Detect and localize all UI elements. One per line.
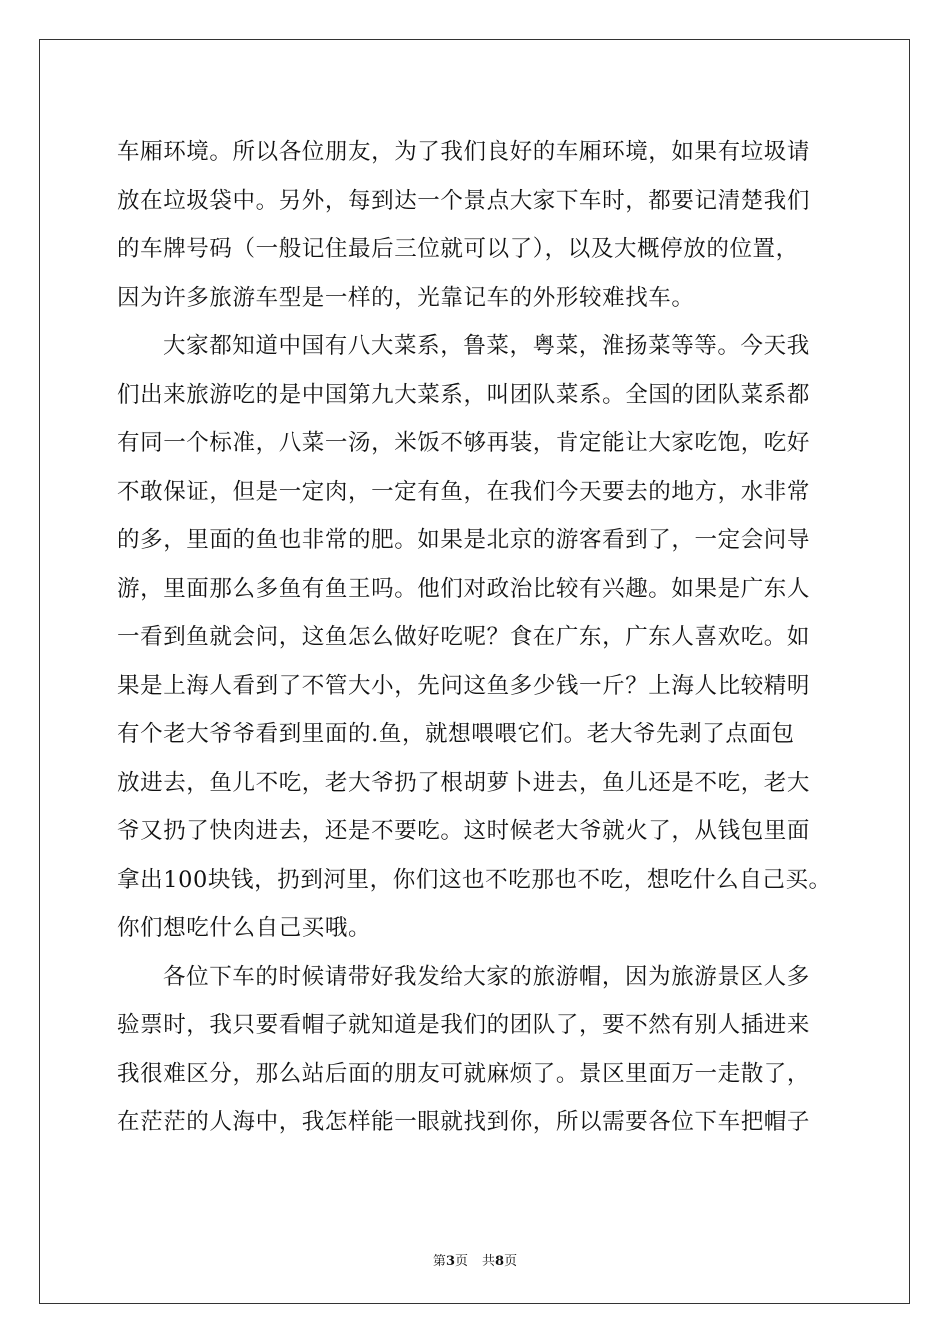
document-body [117, 128, 847, 1147]
text-line: 游，里面那么多鱼有鱼王吗。他们对政治比较有兴趣。如果是广东人 [117, 575, 811, 602]
text-line: 各位下车的时候请带好我发给大家的旅游帽，因为旅游景区人多 [163, 963, 810, 990]
page-prefix: 第 [432, 1254, 446, 1269]
page-footer [0, 1250, 950, 1269]
text-line: 爷又扔了快肉进去，还是不要吃。这时候老大爷就火了，从钱包里面 [117, 818, 811, 844]
total-pages: 8 [495, 1254, 505, 1269]
text-line: 们出来旅游吃的是中国第九大菜系，叫团队菜系。全国的团队菜系都 [117, 381, 811, 408]
text-line: 放在垃圾袋中。另外，每到达一个景点大家下车时，都要记清楚我们 [117, 187, 811, 214]
text-line: 大家都知道中国有八大菜系，鲁菜，粤菜，淮扬菜等等。今天我 [163, 333, 810, 359]
text-line: 不敢保证，但是一定肉，一定有鱼，在我们今天要去的地方，水非常 [117, 478, 811, 505]
total-prefix: 共 [482, 1254, 496, 1269]
text-line: 果是上海人看到了不管大小，先问这鱼多少钱一斤？上海人比较精明 [117, 672, 811, 699]
text-line: 拿出100块钱，扔到河里，你们这也不吃那也不吃，想吃什么自己买。 [117, 866, 832, 893]
text-line: 因为许多旅游车型是一样的，光靠记车的外形较难找车。 [117, 284, 695, 311]
paragraph-1 [117, 128, 847, 322]
text-line: 车厢环境。所以各位朋友，为了我们良好的车厢环境，如果有垃圾请 [117, 139, 811, 165]
text-line: 的车牌号码（一般记住最后三位就可以了），以及大概停放的位置， [117, 236, 799, 262]
total-suffix: 页 [504, 1254, 518, 1269]
text-line: 在茫茫的人海中，我怎样能一眼就找到你，所以需要各位下车把帽子 [117, 1109, 811, 1135]
page-number: 3 [445, 1254, 455, 1269]
text-line: 有个老大爷爷看到里面的.鱼，就想喂喂它们。老大爷先剥了点面包 [117, 721, 795, 747]
text-line: 你们想吃什么自己买哦。 [117, 915, 372, 941]
text-line: 验票时，我只要看帽子就知道是我们的团队了，要不然有别人插进来 [117, 1012, 811, 1038]
text-line: 有同一个标准，八菜一汤，米饭不够再装，肯定能让大家吃饱，吃好 [117, 430, 811, 456]
text-line: 放进去，鱼儿不吃，老大爷扔了根胡萝卜进去，鱼儿还是不吃，老大 [117, 769, 811, 796]
page-suffix: 页 [454, 1254, 468, 1269]
text-line: 的多，里面的鱼也非常的肥。如果是北京的游客看到了，一定会问导 [117, 527, 811, 553]
text-line: 我很难区分，那么站后面的朋友可就麻烦了。景区里面万一走散了， [117, 1060, 811, 1087]
paragraph-2 [117, 322, 847, 953]
text-line: 一看到鱼就会问，这鱼怎么做好吃呢？食在广东，广东人喜欢吃。如 [117, 624, 811, 650]
paragraph-3 [117, 953, 847, 1147]
